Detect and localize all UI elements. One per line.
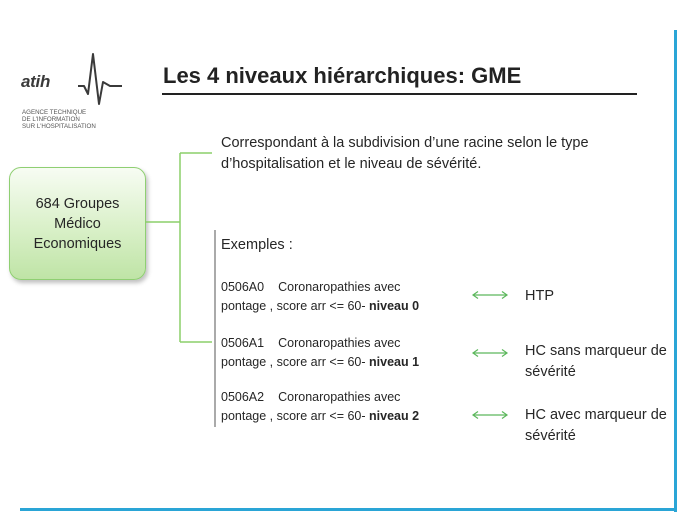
- slide-title: Les 4 niveaux hiérarchiques: GME: [163, 63, 522, 88]
- example-code: 0506A1: [221, 336, 265, 350]
- gme-group-box: 684 Groupes Médico Economiques: [9, 167, 146, 280]
- example-desc: Coronaropathies avec: [278, 280, 401, 294]
- example-criteria: pontage , score arr <= 60-: [221, 299, 366, 313]
- logo-subtitle: AGENCE TECHNIQUE DE L'INFORMATION SUR L'HOSPITALISATION: [22, 109, 96, 131]
- example-level: niveau 2: [369, 409, 420, 423]
- example-row: [221, 388, 419, 426]
- example-result: HTP: [525, 288, 554, 304]
- example-criteria: pontage , score arr <= 60-: [221, 355, 366, 369]
- double-arrow-icon: [470, 348, 510, 358]
- example-line-1: [221, 334, 419, 353]
- subtitle-text: Correspondant à la subdivision d’une racine selon le type d’hospitalisation et le niveau de sévérité.: [221, 135, 589, 172]
- example-desc: Coronaropathies avec: [278, 336, 401, 350]
- example-line-1: [221, 278, 419, 297]
- example-line-1: [221, 388, 419, 407]
- example-row: [221, 278, 419, 316]
- example-result: HC avec marqueur de sévérité: [525, 407, 667, 444]
- double-arrow-icon: [470, 410, 510, 420]
- example-result: HC sans marqueur de sévérité: [525, 343, 667, 380]
- example-line-2: [221, 407, 419, 426]
- double-arrow-icon: [470, 290, 510, 300]
- example-row: [221, 334, 419, 372]
- example-code: 0506A2: [221, 390, 265, 404]
- example-criteria: pontage , score arr <= 60-: [221, 409, 366, 423]
- example-line-2: [221, 353, 419, 372]
- example-code: 0506A0: [221, 280, 265, 294]
- example-level: niveau 0: [369, 299, 420, 313]
- example-desc: Coronaropathies avec: [278, 390, 401, 404]
- example-line-2: [221, 297, 419, 316]
- example-level: niveau 1: [369, 355, 420, 369]
- examples-label: Exemples :: [221, 237, 293, 253]
- logo-name: atih: [21, 72, 51, 91]
